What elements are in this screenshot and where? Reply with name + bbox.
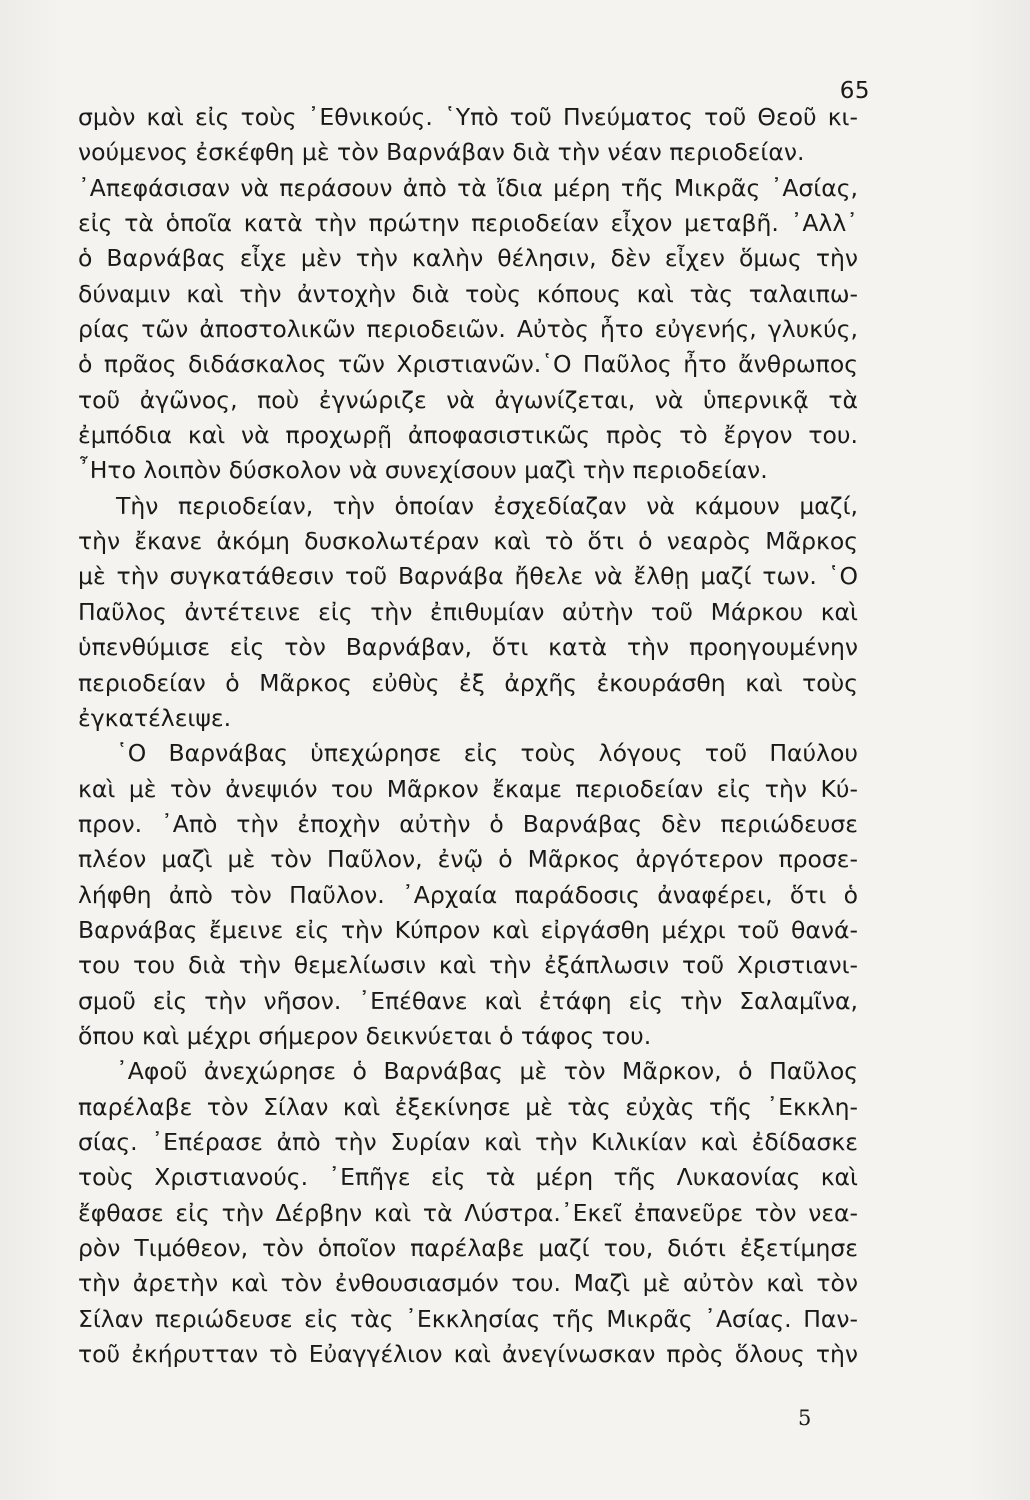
- text-line: ρίας τῶν ἀποστολικῶν περιοδειῶν. Αὐτὸς ἦτο εὐγενής, γλυκύς,: [78, 315, 858, 344]
- text-line: ὁ Βαρνάβας εἶχε μὲν τὴν καλὴν θέλησιν, δὲν εἶχεν ὅμως τὴν: [78, 244, 858, 273]
- body-text: [78, 100, 858, 1372]
- text-line: τοῦ ἐκήρυτταν τὸ Εὐαγγέλιον καὶ ἀνεγίνωσκαν πρὸς ὅλους τὴν: [78, 1340, 858, 1369]
- text-line: παρέλαβε τὸν Σίλαν καὶ ἐξεκίνησε μὲ τὰς εὐχὰς τῆς ᾿Εκκλη-: [78, 1092, 858, 1121]
- text-line: ῏Ητο λοιπὸν δύσκολον νὰ συνεχίσουν μαζὶ τὴν περιοδείαν.: [78, 456, 768, 485]
- text-line: μὲ τὴν συγκατάθεσιν τοῦ Βαρνάβα ἤθελε νὰ ἔλθῃ μαζί των. ῾Ο: [78, 562, 858, 591]
- text-line: ρὸν Τιμόθεον, τὸν ὁποῖον παρέλαβε μαζί του, διότι ἐξετίμησε: [78, 1234, 858, 1262]
- signature-mark: 5: [798, 1406, 812, 1430]
- text-line: τὴν ἔκανε ἀκόμη δυσκολωτέραν καὶ τὸ ὅτι ὁ νεαρὸς Μᾶρκος: [78, 527, 858, 556]
- text-line: νούμενος ἐσκέφθη μὲ τὸν Βαρνάβαν διὰ τὴν νέαν περιοδείαν.: [78, 138, 805, 167]
- text-line: σμοῦ εἰς τὴν νῆσον. ᾿Επέθανε καὶ ἐτάφη εἰς τὴν Σαλαμῖνα,: [78, 986, 858, 1015]
- text-line: Βαρνάβας ἔμεινε εἰς τὴν Κύπρον καὶ εἰργάσθη μέχρι τοῦ θανά-: [78, 915, 858, 944]
- text-line: προν. ᾿Απὸ τὴν ἐποχὴν αὐτὴν ὁ Βαρνάβας δὲν περιώδευσε: [78, 809, 858, 838]
- text-line: ᾿Αφοῦ ἀνεχώρησε ὁ Βαρνάβας μὲ τὸν Μᾶρκον, ὁ Παῦλος: [116, 1057, 858, 1086]
- text-line: ᾿Απεφάσισαν νὰ περάσουν ἀπὸ τὰ ἴδια μέρη τῆς Μικρᾶς ᾿Ασίας,: [78, 173, 858, 202]
- text-line: τοῦ ἀγῶνος, ποὺ ἐγνώριζε νὰ ἀγωνίζεται, νὰ ὑπερνικᾷ τὰ: [78, 385, 858, 414]
- text-line: ἐμπόδια καὶ νὰ προχωρῇ ἀποφασιστικῶς πρὸς τὸ ἔργον του.: [78, 421, 858, 450]
- text-line: εἰς τὰ ὁποῖα κατὰ τὴν πρώτην περιοδείαν εἶχον μεταβῆ. ᾿Αλλ᾿: [78, 209, 858, 238]
- text-line: πλέον μαζὶ μὲ τὸν Παῦλον, ἐνῷ ὁ Μᾶρκος ἀργότερον προσε-: [78, 845, 858, 874]
- text-line: Τὴν περιοδείαν, τὴν ὁποίαν ἐσχεδίαζαν νὰ κάμουν μαζί,: [116, 491, 858, 520]
- text-line: του του διὰ τὴν θεμελίωσιν καὶ τὴν ἐξάπλωσιν τοῦ Χριστιανι-: [78, 951, 858, 980]
- text-line: ὅπου καὶ μέχρι σήμερον δεικνύεται ὁ τάφος του.: [78, 1021, 652, 1050]
- text-line: σίας. ᾿Επέρασε ἀπὸ τὴν Συρίαν καὶ τὴν Κιλικίαν καὶ ἐδίδασκε: [78, 1127, 858, 1156]
- text-line: δύναμιν καὶ τὴν ἀντοχὴν διὰ τοὺς κόπους καὶ τὰς ταλαιπω-: [78, 279, 858, 308]
- text-line: καὶ μὲ τὸν ἀνεψιόν του Μᾶρκον ἔκαμε περιοδείαν εἰς τὴν Κύ-: [78, 774, 858, 803]
- page-number: 65: [839, 78, 870, 104]
- text-line: τὴν ἀρετὴν καὶ τὸν ἐνθουσιασμόν του. Μαζὶ μὲ αὐτὸν καὶ τὸν: [78, 1269, 858, 1298]
- text-line: Σίλαν περιώδευσε εἰς τὰς ᾿Εκκλησίας τῆς Μικρᾶς ᾿Ασίας. Παν-: [78, 1304, 858, 1333]
- text-line: Παῦλος ἀντέτεινε εἰς τὴν ἐπιθυμίαν αὐτὴν τοῦ Μάρκου καὶ: [78, 597, 858, 626]
- text-line: ὑπενθύμισε εἰς τὸν Βαρνάβαν, ὅτι κατὰ τὴν προηγουμένην: [78, 633, 858, 662]
- text-line: λήφθη ἀπὸ τὸν Παῦλον. ᾿Αρχαία παράδοσις ἀναφέρει, ὅτι ὁ: [78, 880, 858, 909]
- text-line: σμὸν καὶ εἰς τοὺς ᾿Εθνικούς. ῾Υπὸ τοῦ Πνεύματος τοῦ Θεοῦ κι-: [78, 103, 858, 131]
- text-line: περιοδείαν ὁ Μᾶρκος εὐθὺς ἐξ ἀρχῆς ἐκουράσθη καὶ τοὺς: [78, 668, 858, 697]
- text-line: ἔφθασε εἰς τὴν Δέρβην καὶ τὰ Λύστρα.᾿Εκεῖ ἐπανεῦρε τὸν νεα-: [78, 1198, 858, 1227]
- text-line: τοὺς Χριστιανούς. ᾿Επῆγε εἰς τὰ μέρη τῆς Λυκαονίας καὶ: [78, 1163, 858, 1192]
- text-line: ὁ πρᾶος διδάσκαλος τῶν Χριστιανῶν.῾Ο Παῦλος ἦτο ἄνθρωπος: [78, 350, 858, 379]
- text-line: ῾Ο Βαρνάβας ὑπεχώρησε εἰς τοὺς λόγους τοῦ Παύλου: [116, 739, 858, 768]
- text-line: ἐγκατέλειψε.: [78, 703, 232, 732]
